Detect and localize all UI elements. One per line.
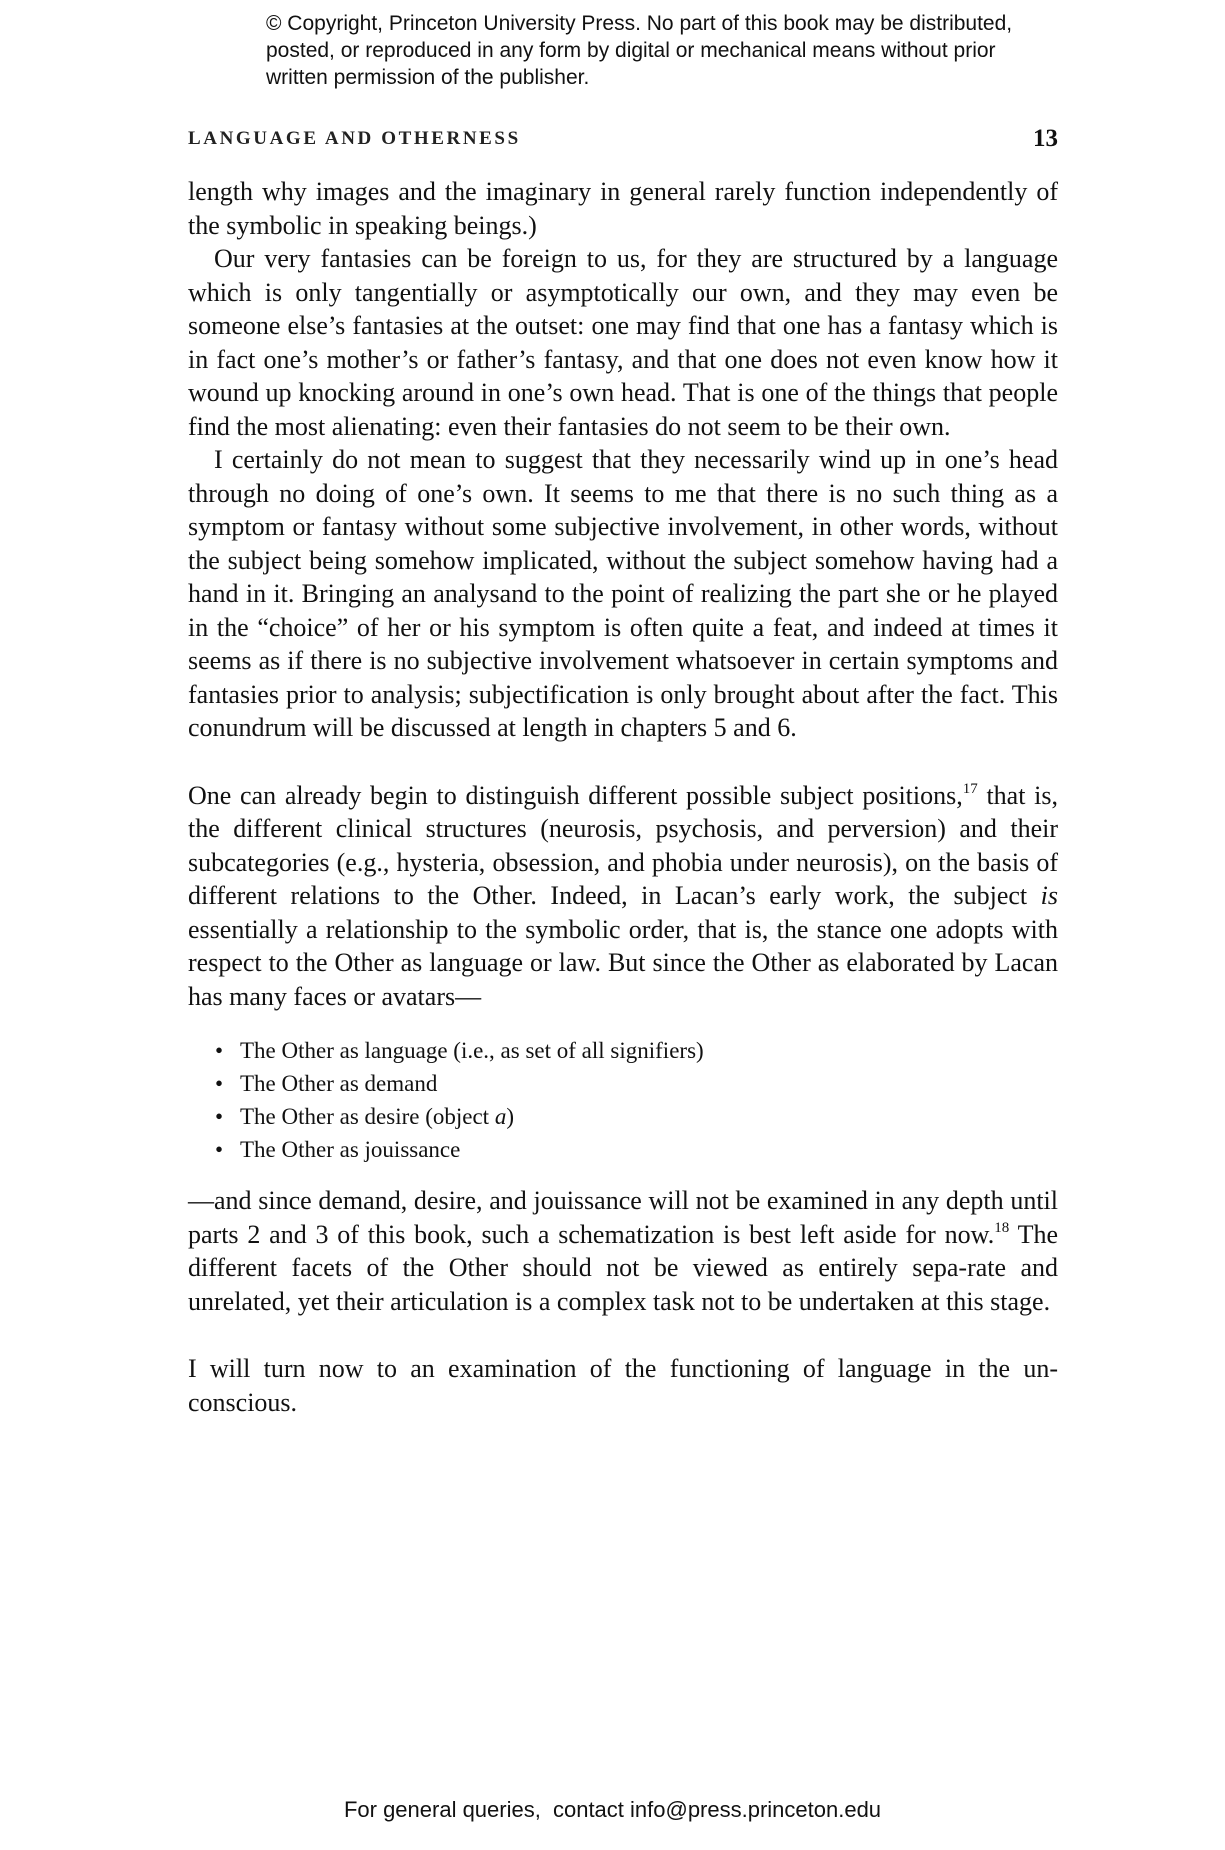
- text-run: —and since demand, desire, and jouissance will not be examined in any depth until parts 2 and 3 of this book, such a schematization is best left aside for now.: [188, 1186, 1058, 1249]
- list-item-text: The Other as language (i.e., as set of all signifiers): [240, 1038, 704, 1063]
- list-item: [215, 1100, 1058, 1133]
- paragraph: Our very fantasies can be foreign to us, for they are structured by a language which is only tangentially or asymptotically our own, and they may even be someone else’s fantasies at the outset: one may find that one has a fantasy which is in fact one’s mother’s or father’s fantasy, and that one does not even know how it wound up knocking around in one’s own head. That is one of the things that people find the most alienating: even their fantasies do not seem to be their own.: [188, 244, 1058, 441]
- page-number: 13: [1033, 125, 1058, 152]
- paragraph: length why images and the imaginary in general rarely function independently of the symbolic in speaking beings.): [188, 177, 1058, 240]
- emphasis: a: [494, 1104, 507, 1129]
- text-run: that is, the different clinical structures (neurosis, psychosis, and perversion) and their subcategories (e.g., hysteria, obsession, and phobia under neurosis), on the basis of different relations to the Other. Indeed, in Lacan’s early work, the subject: [188, 780, 1058, 910]
- copyright-notice: © Copyright, Princeton University Press. No part of this book may be distributed, posted, or reproduced in any form by digital or mechanical means without prior written permission of the publisher.: [266, 12, 1013, 89]
- text-run: The different facets of the Other should not be viewed as entirely sepa-rate and unrelated, yet their articulation is a complex task not to be undertaken at this stage.: [188, 1219, 1058, 1316]
- text-run: essentially a relationship to the symbolic order, that is, the stance one adopts with respect to the Other as language or law. But since the Other as elaborated by Lacan has many faces or avatars—: [188, 914, 1058, 1011]
- list-item-text: The Other as jouissance: [240, 1137, 461, 1162]
- list-item: [215, 1133, 1058, 1166]
- paragraph: [188, 779, 1058, 1014]
- footnote-ref-18[interactable]: 18: [994, 1219, 1010, 1236]
- list-item: [215, 1067, 1058, 1100]
- bullet-list: [188, 1034, 1058, 1166]
- bullet-icon: •: [215, 1071, 224, 1096]
- bullet-icon: •: [215, 1104, 224, 1129]
- bullet-icon: •: [215, 1038, 224, 1063]
- footnote-ref-17[interactable]: 17: [962, 780, 978, 797]
- running-head: LANGUAGE AND OTHERNESS: [188, 128, 521, 149]
- paragraph: I will turn now to an examination of the functioning of language in the un-conscious.: [188, 1354, 1058, 1417]
- emphasis: is: [1040, 881, 1058, 910]
- footer-contact[interactable]: contact info@press.princeton.edu: [552, 1797, 882, 1822]
- footer-prefix: For general queries,: [343, 1797, 541, 1822]
- bullet-icon: •: [215, 1137, 224, 1162]
- list-item-text: The Other as demand: [240, 1071, 438, 1096]
- list-item-text: The Other as desire (object: [240, 1104, 495, 1129]
- paragraph: I certainly do not mean to suggest that they necessarily wind up in one’s head through no doing of one’s own. It seems to me that there is no such thing as a symptom or fantasy without some subjective involvement, in other words, without the subject being somehow implicated, without the subject somehow having had a hand in it. Bringing an analysand to the point of realizing the part she or he played in the “choice” of her or his symptom is often quite a feat, and indeed at times it seems as if there is no subjective involvement whatsoever in certain symptoms and fantasies prior to analysis; subjectification is only brought about after the fact. This conundrum will be discussed at length in chapters 5 and 6.: [188, 445, 1058, 742]
- list-item: [215, 1034, 1058, 1067]
- text-run: One can already begin to distinguish different possible subject positions,: [188, 780, 963, 810]
- paragraph: [188, 1184, 1058, 1318]
- list-item-text: ): [506, 1104, 514, 1129]
- footer: [0, 1797, 1225, 1823]
- body-text: [188, 175, 1058, 1419]
